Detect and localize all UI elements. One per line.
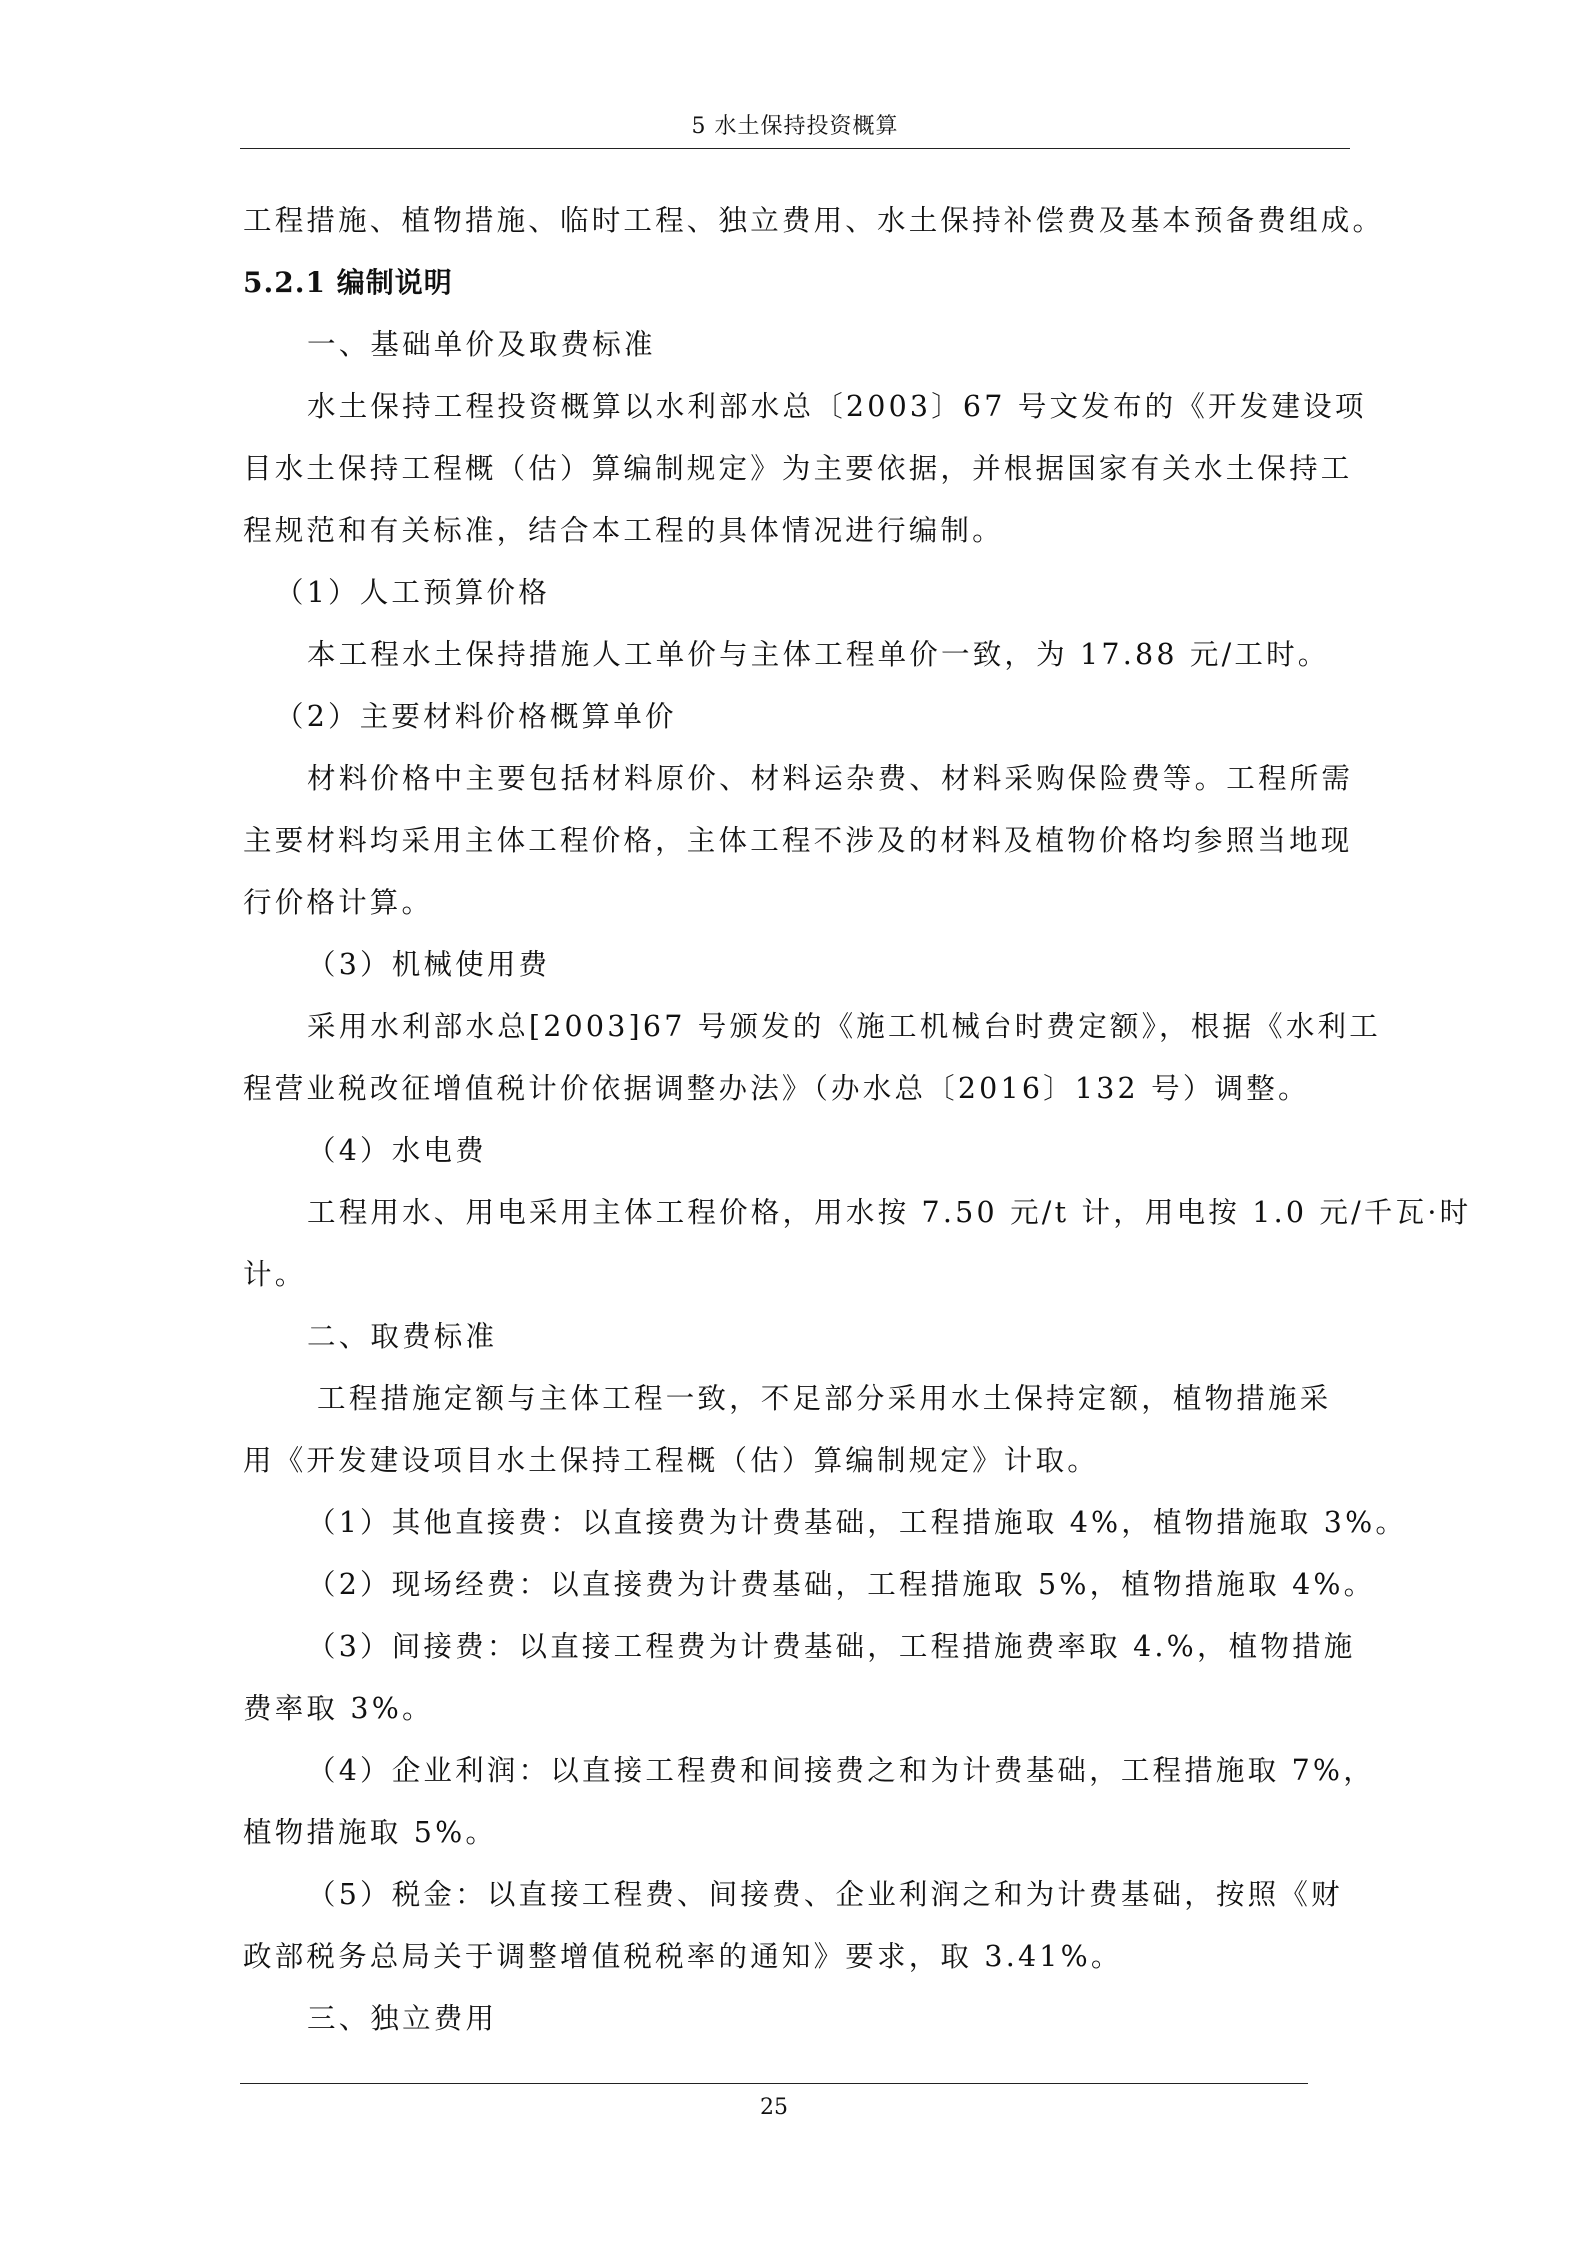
text-line: 植物措施取 5%。 bbox=[243, 1816, 498, 1849]
text-line: 工程用水、用电采用主体工程价格，用水按 7.50 元/t 计，用电按 1.0 元/千瓦·时 bbox=[307, 1196, 1472, 1229]
text-line: 本工程水土保持措施人工单价与主体工程单价一致，为 17.88 元/工时。 bbox=[307, 638, 1330, 671]
page-number: 25 bbox=[760, 2095, 788, 2120]
text-line: （5）税金：以直接工程费、间接费、企业利润之和为计费基础，按照《财 bbox=[307, 1878, 1343, 1911]
text-line: （3）间接费：以直接工程费为计费基础，工程措施费率取 4.%，植物措施 bbox=[307, 1630, 1356, 1663]
text-line: 政部税务总局关于调整增值税税率的通知》要求，取 3.41%。 bbox=[243, 1940, 1123, 1973]
text-line: 程规范和有关标准，结合本工程的具体情况进行编制。 bbox=[243, 514, 1004, 547]
footer-rule bbox=[240, 2083, 1308, 2084]
text-line: 目水土保持工程概（估）算编制规定》为主要依据，并根据国家有关水土保持工 bbox=[243, 452, 1353, 485]
text-line: 工程措施定额与主体工程一致，不足部分采用水土保持定额，植物措施采 bbox=[317, 1382, 1332, 1415]
text-line: 材料价格中主要包括材料原价、材料运杂费、材料采购保险费等。工程所需 bbox=[307, 762, 1354, 795]
text-line: （2）现场经费：以直接费为计费基础，工程措施取 5%，植物措施取 4%。 bbox=[307, 1568, 1376, 1601]
text-line: 用《开发建设项目水土保持工程概（估）算编制规定》计取。 bbox=[243, 1444, 1099, 1477]
text-line: （1）人工预算价格 bbox=[275, 576, 550, 609]
text-line: 二、取费标准 bbox=[307, 1320, 498, 1353]
text-line: 费率取 3%。 bbox=[243, 1692, 434, 1725]
text-line: 计。 bbox=[243, 1258, 307, 1291]
text-line: 行价格计算。 bbox=[243, 886, 434, 919]
text-line: 程营业税改征增值税计价依据调整办法》（办水总〔2016〕132 号）调整。 bbox=[243, 1072, 1310, 1105]
header-rule bbox=[240, 148, 1350, 149]
text-line: （1）其他直接费：以直接费为计费基础，工程措施取 4%，植物措施取 3%。 bbox=[307, 1506, 1408, 1539]
text-line: 水土保持工程投资概算以水利部水总〔2003〕67 号文发布的《开发建设项 bbox=[307, 390, 1367, 423]
text-line: 一、基础单价及取费标准 bbox=[307, 328, 656, 361]
section-heading: 5.2.1 编制说明 bbox=[243, 266, 453, 299]
text-line: 三、独立费用 bbox=[307, 2002, 498, 2035]
document-body bbox=[243, 190, 1472, 2050]
text-line: （3）机械使用费 bbox=[307, 948, 551, 981]
running-header: 5 水土保持投资概算 bbox=[691, 114, 899, 139]
text-line: （4）企业利润：以直接工程费和间接费之和为计费基础，工程措施取 7%， bbox=[307, 1754, 1375, 1787]
text-line: （2）主要材料价格概算单价 bbox=[275, 700, 677, 733]
text-line: 采用水利部水总[2003]67 号颁发的《施工机械台时费定额》，根据《水利工 bbox=[307, 1010, 1381, 1043]
text-line: （4）水电费 bbox=[307, 1134, 487, 1167]
text-line: 主要材料均采用主体工程价格，主体工程不涉及的材料及植物价格均参照当地现 bbox=[243, 824, 1353, 857]
text-line: 工程措施、植物措施、临时工程、独立费用、水土保持补偿费及基本预备费组成。 bbox=[243, 204, 1385, 237]
